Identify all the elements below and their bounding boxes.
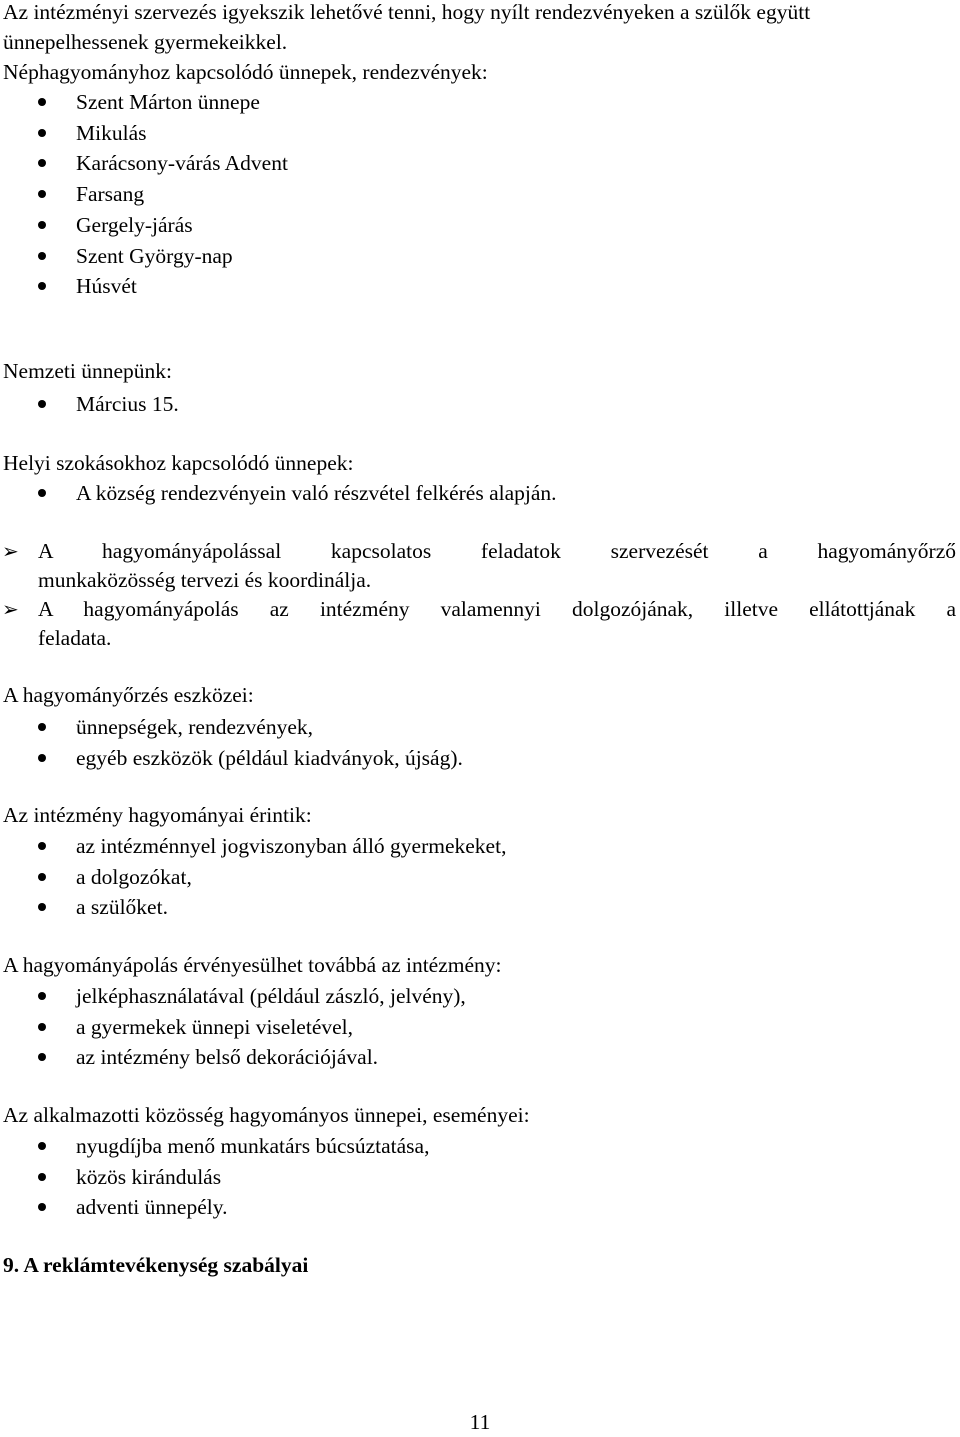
bullet-icon	[38, 1023, 46, 1031]
bullet-icon	[38, 252, 46, 260]
tools-title: A hagyományőrzés eszközei:	[3, 683, 254, 707]
arrowhead-bullet-icon: ➢	[2, 539, 19, 563]
page-number: 11	[469, 1410, 491, 1434]
bullet-icon	[38, 1203, 46, 1211]
bullet-icon	[38, 1053, 46, 1061]
national-title: Nemzeti ünnepünk:	[3, 359, 172, 383]
document-page: Az intézményi szervezés igyekszik lehetővé tenni, hogy nyílt rendezvényeken a szülők együtt ünnepelhessenek gyermekeikkel. Néphagyományhoz kapcsolódó ünnepek, rendezvények: Szent Márton ünnepe Mikulás Karácsony-várás Advent Farsang Gergely-járás Szent György-nap Húsvét Nemzeti ünnepünk: Március 15. Helyi szokásokhoz kapcsolódó ünnepek: A község rendezvényein való részvétel felkérés alapján. ➢ A hagyományápolással kapcsolatos feladatok szervezését a hagyományőrző munkaközösség tervezi és koordinálja. ➢ A hagyományápolás az intézmény valamennyi dolgozójának, illetve ellátottjának a feladata. A hagyományőrzés eszközei: ünnepségek, rendezvények, egyéb eszközök (például kiadványok, újság). Az intézmény hagyományai érintik: az intézménnyel jogviszonyban álló gyermekeket, a dolgozókat, a szülőket. A hagyományápolás érvényesülhet továbbá az intézmény: jelképhasználatával (például zászló, jelvény), a gyermekek ünnepi viseletével, az intézmény belső dekorációjával. Az alkalmazotti közösség hagyományos ünnepei, eseményei: nyugdíjba menő munkatárs búcsúztatása, közös kirándulás adventi ünnepély. 9. A reklámtevékenység szabályai 11	[0, 0, 960, 1432]
bullet-icon	[38, 129, 46, 137]
bullet-icon	[38, 98, 46, 106]
further-title: A hagyományápolás érvényesülhet továbbá az intézmény:	[3, 953, 502, 977]
bullet-icon	[38, 1142, 46, 1150]
affects-title: Az intézmény hagyományai érintik:	[3, 803, 312, 827]
local-title: Helyi szokásokhoz kapcsolódó ünnepek:	[3, 451, 354, 475]
bullet-icon	[38, 903, 46, 911]
bullet-icon	[38, 282, 46, 290]
intro-line-1: Az intézményi szervezés igyekszik lehetővé tenni, hogy nyílt rendezvényeken a szülők együtt	[3, 0, 811, 24]
bullet-icon	[38, 992, 46, 1000]
intro-line-2: ünnepelhessenek gyermekeikkel.	[3, 30, 288, 54]
bullet-icon	[38, 842, 46, 850]
section-heading: 9. A reklámtevékenység szabályai	[3, 1253, 309, 1277]
bullet-icon	[38, 489, 46, 497]
bullet-icon	[38, 723, 46, 731]
bullet-icon	[38, 190, 46, 198]
bullet-icon	[38, 159, 46, 167]
bullet-icon	[38, 400, 46, 408]
bullet-icon	[38, 1173, 46, 1181]
folk-title: Néphagyományhoz kapcsolódó ünnepek, rendezvények:	[3, 60, 488, 84]
bullet-icon	[38, 754, 46, 762]
bullet-icon	[38, 873, 46, 881]
staff-title: Az alkalmazotti közösség hagyományos ünnepei, eseményei:	[3, 1103, 530, 1127]
bullet-icon	[38, 221, 46, 229]
arrowhead-bullet-icon: ➢	[2, 597, 19, 621]
